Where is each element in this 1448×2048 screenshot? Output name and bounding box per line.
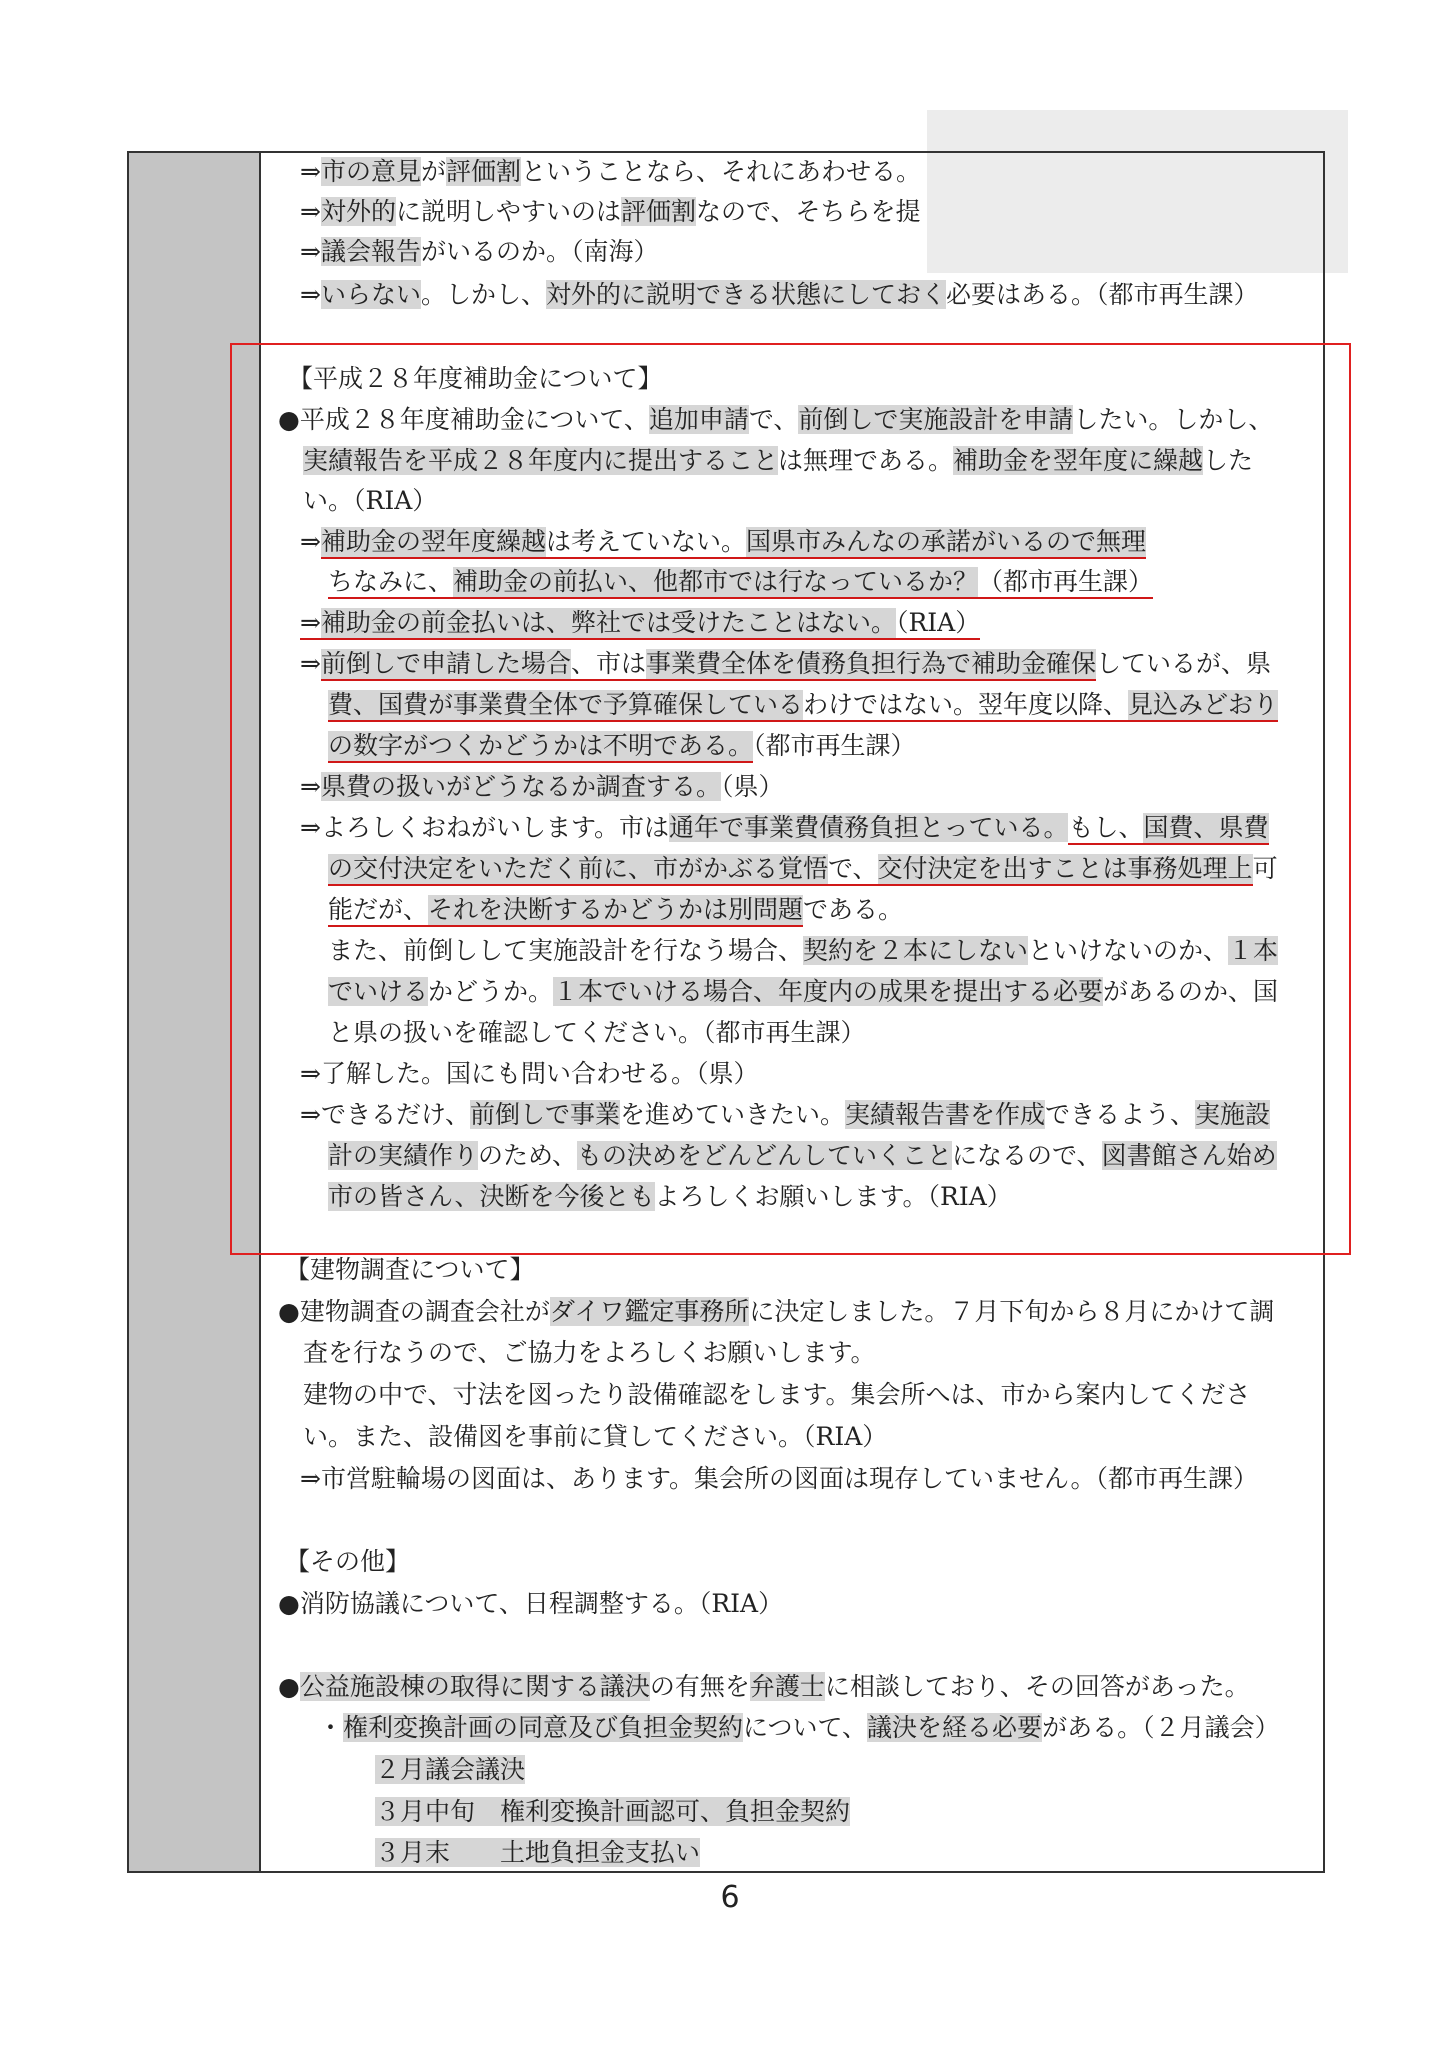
building-line: い。また、設備図を事前に貸してください。（RIA） bbox=[303, 1422, 888, 1451]
subsidy-line: ⇒前倒しで申請した場合、市は事業費全体を債務負担行為で補助金確保しているが、県 bbox=[300, 649, 1271, 679]
subsidy-line: ⇒できるだけ、前倒しで事業を進めていきたい。実績報告書を作成できるよう、実施設 bbox=[300, 1100, 1271, 1129]
subsidy-line: の数字がつくかどうかは不明である。（都市再生課） bbox=[328, 731, 916, 761]
subsidy-line: ⇒県費の扱いがどうなるか調査する。（県） bbox=[300, 772, 784, 801]
building-line: 建物の中で、寸法を図ったり設備確認をします。集会所へは、市から案内してくださ bbox=[303, 1380, 1251, 1409]
top-line: ⇒議会報告がいるのか。（南海） bbox=[300, 237, 659, 266]
subsidy-line: 市の皆さん、決断を今後ともよろしくお願いします。（RIA） bbox=[328, 1182, 1012, 1211]
subsidy-line: ⇒補助金の前金払いは、弊社では受けたことはない。（RIA） bbox=[300, 608, 980, 638]
subsidy-line: また、前倒しして実施設計を行なう場合、契約を２本にしないといけないのか、１本 bbox=[328, 936, 1279, 965]
subsidy-line: ●平成２８年度補助金について、追加申請で、前倒しで実施設計を申請したい。しかし、 bbox=[278, 405, 1274, 434]
subsidy-line: 実績報告を平成２８年度内に提出することは無理である。補助金を翌年度に繰越した bbox=[303, 446, 1254, 475]
top-line: ⇒対外的に説明しやすいのは評価割なので、そちらを提 bbox=[300, 197, 921, 226]
subsidy-line: ⇒補助金の翌年度繰越は考えていない。国県市みんなの承諾がいるので無理 bbox=[300, 527, 1146, 557]
subsidy-line: 費、国費が事業費全体で予算確保しているわけではない。翌年度以降、見込みどおり bbox=[328, 690, 1278, 720]
subsidy-line: 計の実績作りのため、もの決めをどんどんしていくことになるので、図書館さん始め bbox=[328, 1141, 1277, 1170]
top-line: ⇒いらない。しかし、対外的に説明できる状態にしておく必要はある。（都市再生課） bbox=[300, 280, 1259, 309]
building-line: ⇒市営駐輪場の図面は、あります。集会所の図面は現存していません。（都市再生課） bbox=[300, 1464, 1258, 1493]
schedule-line: ３月末 土地負担金支払い bbox=[375, 1838, 701, 1867]
subsidy-line: の交付決定をいただく前に、市がかぶる覚悟で、交付決定を出すことは事務処理上可 bbox=[328, 854, 1278, 884]
subsidy-line: ⇒了解した。国にも問い合わせる。（県） bbox=[300, 1059, 759, 1088]
subsidy-line: と県の扱いを確認してください。（都市再生課） bbox=[328, 1018, 866, 1047]
section-heading-other: 【その他】 bbox=[285, 1547, 411, 1576]
other-line: ●消防協議について、日程調整する。（RIA） bbox=[278, 1589, 784, 1618]
section-heading-building: 【建物調査について】 bbox=[285, 1255, 535, 1284]
subsidy-line: い。（RIA） bbox=[303, 486, 438, 515]
building-line: ●建物調査の調査会社がダイワ鑑定事務所に決定しました。７月下旬から８月にかけて調 bbox=[278, 1297, 1275, 1326]
subsidy-line: でいけるかどうか。１本でいける場合、年度内の成果を提出する必要があるのか、国 bbox=[328, 977, 1279, 1006]
schedule-line: ２月議会議決 bbox=[375, 1755, 526, 1784]
other-line: ●公益施設棟の取得に関する議決の有無を弁護士に相談しており、その回答があった。 bbox=[278, 1672, 1250, 1701]
schedule-line: ３月中旬 権利変換計画認可、負担金契約 bbox=[375, 1797, 851, 1826]
building-line: 査を行なうので、ご協力をよろしくお願いします。 bbox=[303, 1338, 876, 1367]
other-line: ・権利変換計画の同意及び負担金契約について、議決を経る必要がある。（２月議会） bbox=[318, 1713, 1280, 1742]
subsidy-line: 能だが、それを決断するかどうかは別問題である。 bbox=[328, 895, 903, 925]
section-heading-subsidy: 【平成２８年度補助金について】 bbox=[288, 364, 663, 393]
top-line: ⇒市の意見が評価割ということなら、それにあわせる。 bbox=[300, 157, 922, 186]
subsidy-line: ちなみに、補助金の前払い、他都市では行なっているか？（都市再生課） bbox=[328, 567, 1153, 597]
subsidy-line: ⇒よろしくおねがいします。市は通年で事業費債務負担とっている。もし、国費、県費 bbox=[300, 813, 1269, 843]
page-number: 6 bbox=[720, 1880, 740, 1915]
